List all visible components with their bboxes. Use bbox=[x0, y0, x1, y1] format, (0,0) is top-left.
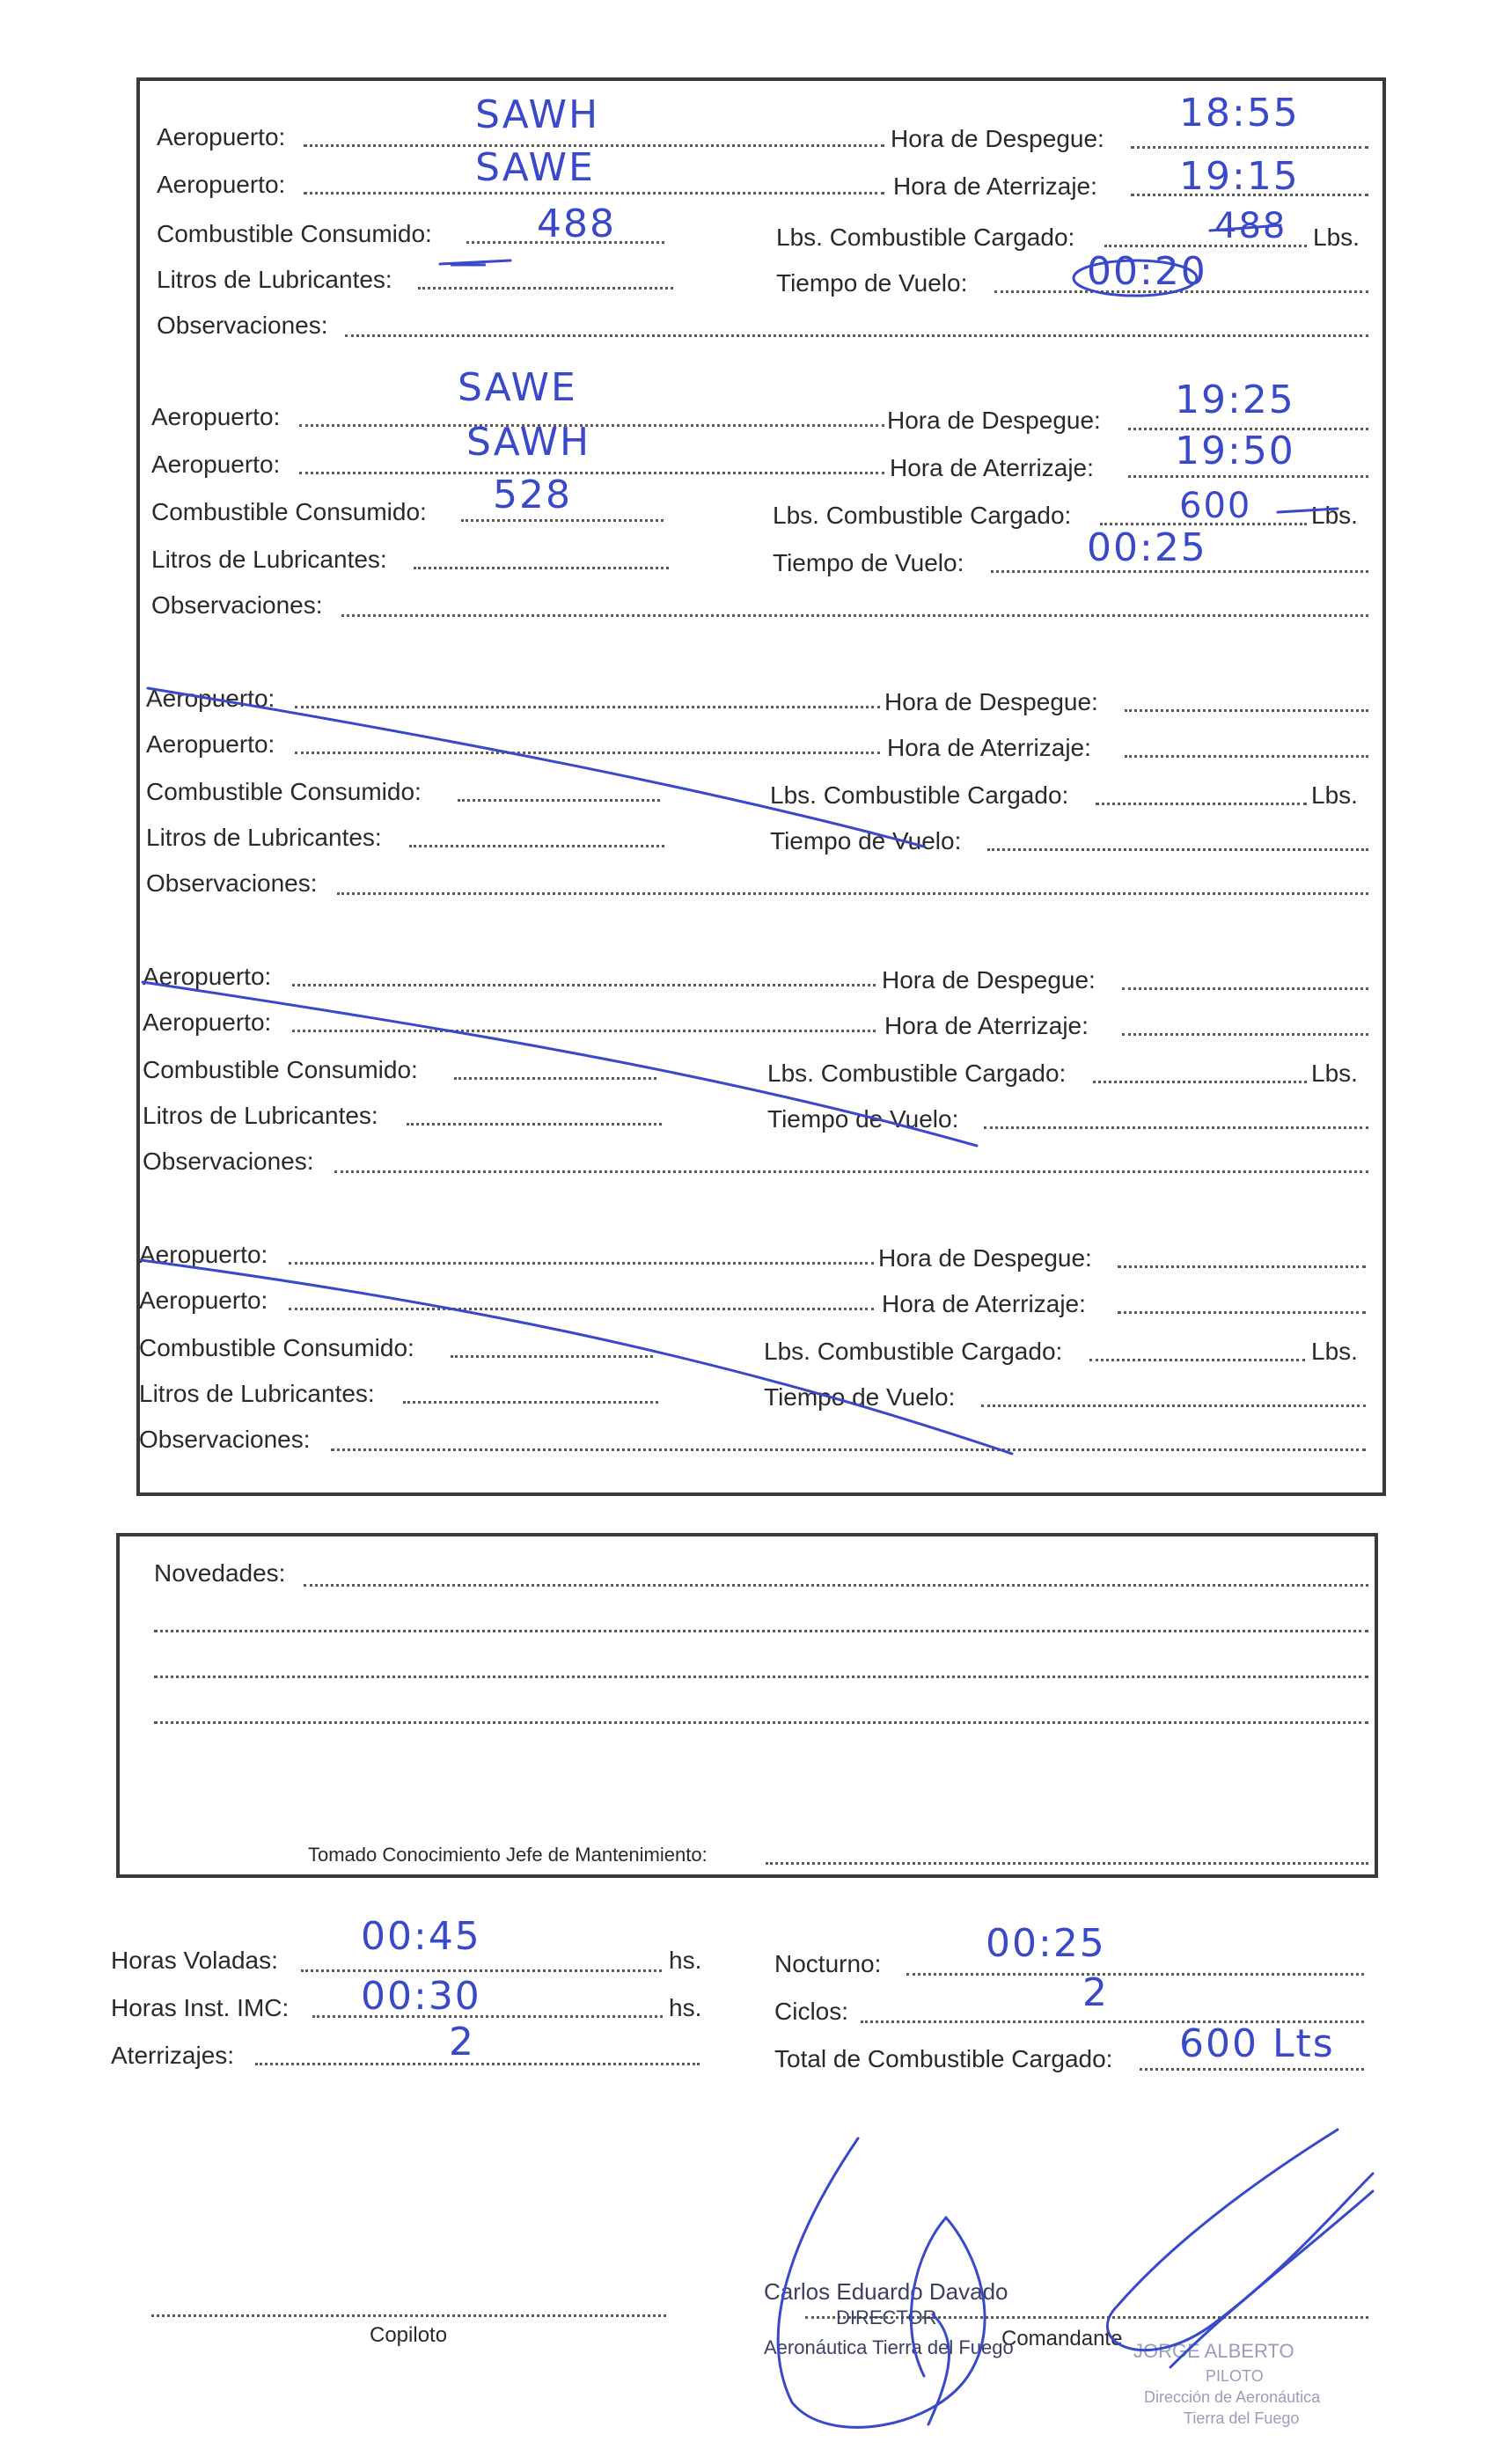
flight-time-label: Tiempo de Vuelo: bbox=[770, 827, 962, 854]
commander-signature-tail bbox=[1170, 2191, 1373, 2367]
handwritten-takeoff-time: 18:55 bbox=[1179, 91, 1300, 136]
fuel-used-label: Combustible Consumido: bbox=[139, 1334, 414, 1361]
leg-3-cross-line bbox=[148, 688, 924, 847]
imc-hours-label: Horas Inst. IMC: bbox=[111, 1994, 290, 2021]
lubricants-label: Litros de Lubricantes: bbox=[146, 824, 382, 851]
flight-time-label: Tiempo de Vuelo: bbox=[773, 549, 964, 576]
fuel-used-label: Combustible Consumido: bbox=[146, 778, 422, 805]
handwritten-departure-airport: SAWE bbox=[458, 365, 577, 410]
handwritten-imc-hours: 00:30 bbox=[361, 1974, 481, 2019]
fuel-loaded-strike-1 bbox=[1210, 225, 1280, 231]
lbs-unit: Lbs. bbox=[1313, 224, 1360, 251]
copilot-label: Copiloto bbox=[370, 2323, 448, 2347]
handwritten-fuel-used: 528 bbox=[493, 473, 572, 517]
maintenance-label: Tomado Conocimiento Jefe de Mantenimiento: bbox=[308, 1844, 708, 1866]
handwritten-landing-time: 19:15 bbox=[1179, 154, 1300, 199]
novedades-label: Novedades: bbox=[154, 1559, 286, 1587]
landing-time-label: Hora de Aterrizaje: bbox=[887, 734, 1091, 761]
fuel-used-label: Combustible Consumido: bbox=[151, 498, 427, 525]
arrival-airport-label: Aeropuerto: bbox=[139, 1287, 268, 1314]
stamp2-org: Dirección de Aeronáutica bbox=[1144, 2388, 1321, 2406]
landing-time-label: Hora de Aterrizaje: bbox=[893, 172, 1097, 200]
imc-hours-unit: hs. bbox=[669, 1994, 702, 2021]
arrival-airport-label: Aeropuerto: bbox=[151, 451, 281, 478]
flight-time-oval-1 bbox=[1074, 260, 1197, 296]
lubricants-label: Litros de Lubricantes: bbox=[143, 1102, 378, 1129]
fuel-loaded-strike-2 bbox=[1278, 509, 1338, 512]
landing-time-label: Hora de Aterrizaje: bbox=[884, 1012, 1089, 1039]
handwritten-night: 00:25 bbox=[986, 1921, 1106, 1966]
leg-4-cross-line bbox=[143, 982, 977, 1146]
fuel-used-label: Combustible Consumido: bbox=[157, 220, 432, 247]
lbs-unit: Lbs. bbox=[1311, 1060, 1358, 1087]
leg-5-cross-line bbox=[141, 1260, 1012, 1454]
takeoff-time-label: Hora de Despegue: bbox=[882, 966, 1096, 994]
flight-time-label: Tiempo de Vuelo: bbox=[776, 269, 968, 297]
observations-label: Observaciones: bbox=[157, 312, 328, 339]
takeoff-time-label: Hora de Despegue: bbox=[878, 1244, 1092, 1272]
hours-flown-label: Horas Voladas: bbox=[111, 1947, 278, 1974]
stamp-org: Aeronáutica Tierra del Fuego bbox=[764, 2336, 1014, 2358]
flight-time-label: Tiempo de Vuelo: bbox=[767, 1105, 959, 1133]
fuel-loaded-label: Lbs. Combustible Cargado: bbox=[764, 1338, 1063, 1365]
observations-label: Observaciones: bbox=[143, 1148, 314, 1175]
observations-label: Observaciones: bbox=[146, 869, 318, 897]
stamp-title: DIRECTOR bbox=[836, 2306, 937, 2328]
night-label: Nocturno: bbox=[774, 1950, 882, 1977]
departure-airport-label: Aeropuerto: bbox=[146, 685, 275, 712]
departure-airport-label: Aeropuerto: bbox=[139, 1241, 268, 1268]
landings-label: Aterrizajes: bbox=[111, 2042, 235, 2069]
handwritten-takeoff-time: 19:25 bbox=[1175, 378, 1295, 422]
handwritten-fuel-loaded: 600 bbox=[1179, 486, 1252, 526]
handwritten-fuel-used: 488 bbox=[537, 202, 616, 246]
fuel-loaded-label: Lbs. Combustible Cargado: bbox=[773, 502, 1072, 529]
fuel-loaded-label: Lbs. Combustible Cargado: bbox=[776, 224, 1075, 251]
observations-label: Observaciones: bbox=[139, 1426, 311, 1453]
observations-label: Observaciones: bbox=[151, 591, 323, 619]
takeoff-time-label: Hora de Despegue: bbox=[884, 688, 1098, 715]
cycles-label: Ciclos: bbox=[774, 1998, 849, 2025]
departure-airport-label: Aeropuerto: bbox=[143, 963, 272, 990]
lbs-unit: Lbs. bbox=[1311, 502, 1358, 529]
commander-signature bbox=[1107, 2130, 1373, 2350]
lbs-unit: Lbs. bbox=[1311, 1338, 1358, 1365]
landing-time-label: Hora de Aterrizaje: bbox=[882, 1290, 1086, 1317]
fuel-used-label: Combustible Consumido: bbox=[143, 1056, 418, 1083]
handwritten-fuel-loaded: 488 bbox=[1214, 206, 1287, 246]
handwritten-cycles: 2 bbox=[1082, 1970, 1109, 2015]
takeoff-time-label: Hora de Despegue: bbox=[887, 407, 1101, 434]
departure-airport-label: Aeropuerto: bbox=[151, 403, 281, 430]
lbs-unit: Lbs. bbox=[1311, 781, 1358, 809]
director-signature bbox=[778, 2138, 985, 2427]
stamp2-title: PILOTO bbox=[1206, 2367, 1264, 2385]
lubricants-dash bbox=[440, 260, 510, 264]
lubricants-label: Litros de Lubricantes: bbox=[151, 546, 387, 573]
arrival-airport-label: Aeropuerto: bbox=[146, 730, 275, 758]
handwritten-total-fuel: 600 Lts bbox=[1179, 2021, 1335, 2066]
arrival-airport-label: Aeropuerto: bbox=[157, 171, 286, 198]
handwritten-lubricants: — bbox=[449, 240, 489, 285]
hours-flown-unit: hs. bbox=[669, 1947, 702, 1974]
handwritten-arrival-airport: SAWE bbox=[475, 145, 595, 190]
landing-time-label: Hora de Aterrizaje: bbox=[890, 454, 1094, 481]
total-fuel-label: Total de Combustible Cargado: bbox=[774, 2045, 1113, 2072]
handwritten-hours-flown: 00:45 bbox=[361, 1914, 481, 1959]
fuel-loaded-label: Lbs. Combustible Cargado: bbox=[770, 781, 1069, 809]
handwritten-flight-time: 00:20 bbox=[1087, 249, 1207, 294]
departure-airport-label: Aeropuerto: bbox=[157, 123, 286, 150]
arrival-airport-label: Aeropuerto: bbox=[143, 1008, 272, 1036]
stamp2-region: Tierra del Fuego bbox=[1184, 2409, 1300, 2427]
lubricants-label: Litros de Lubricantes: bbox=[157, 266, 392, 293]
stamp-name: Carlos Eduardo Davado bbox=[764, 2278, 1008, 2305]
flight-time-label: Tiempo de Vuelo: bbox=[764, 1383, 956, 1411]
handwritten-departure-airport: SAWH bbox=[475, 92, 600, 137]
takeoff-time-label: Hora de Despegue: bbox=[891, 125, 1104, 152]
commander-label: Comandante bbox=[1001, 2327, 1123, 2350]
handwritten-arrival-airport: SAWH bbox=[466, 420, 591, 465]
stamp2-name: JORGE ALBERTO bbox=[1133, 2340, 1294, 2362]
handwritten-landings: 2 bbox=[449, 2020, 475, 2064]
handwritten-landing-time: 19:50 bbox=[1175, 429, 1295, 473]
handwritten-flight-time: 00:25 bbox=[1087, 525, 1207, 570]
fuel-loaded-label: Lbs. Combustible Cargado: bbox=[767, 1060, 1067, 1087]
lubricants-label: Litros de Lubricantes: bbox=[139, 1380, 375, 1407]
